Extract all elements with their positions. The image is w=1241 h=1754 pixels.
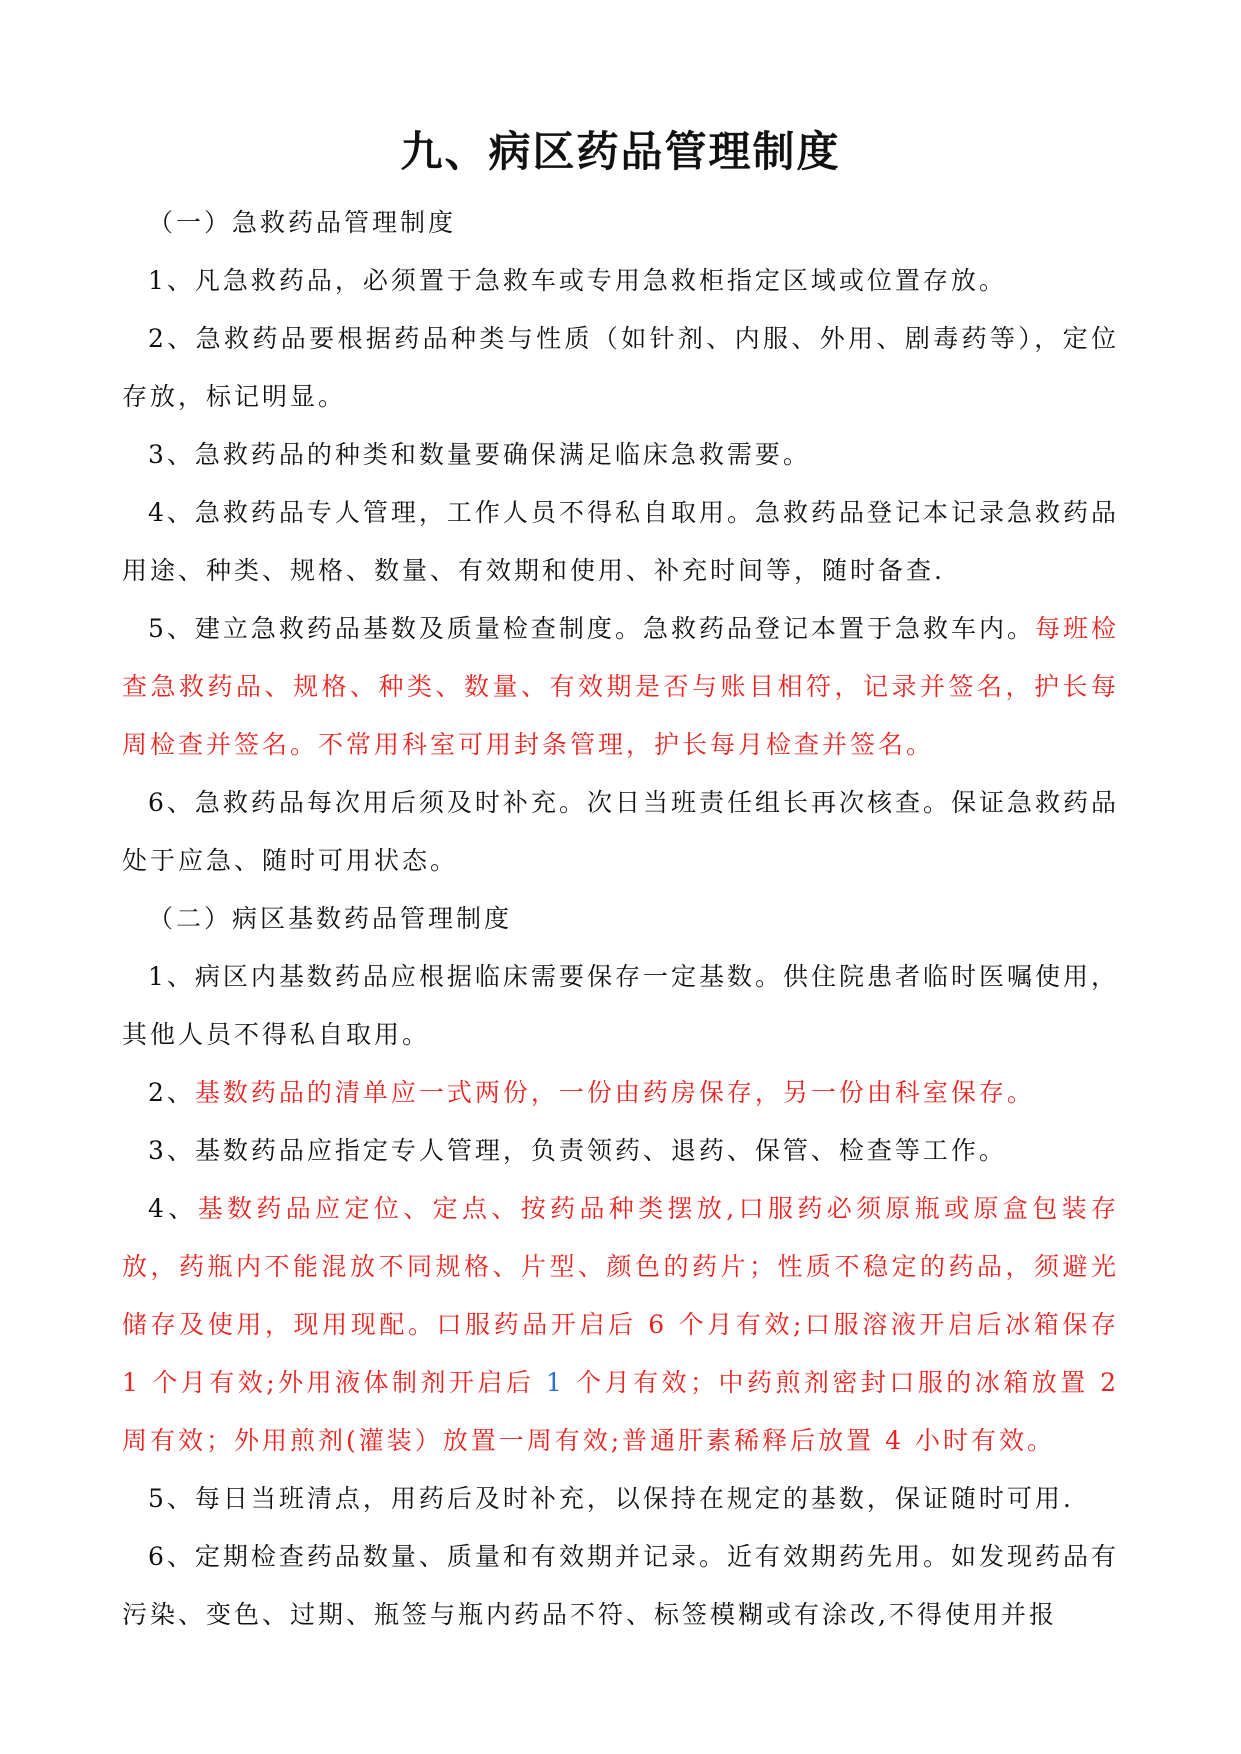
paragraph: 2、急救药品要根据药品种类与性质（如针剂、内服、外用、剧毒药等），定位存放，标记明显。 <box>122 324 1119 411</box>
paragraph-number: 4、 <box>148 1194 198 1223</box>
paragraph: 1、病区内基数药品应根据临床需要保存一定基数。供住院患者临时医嘱使用，其他人员不得私自取用。 <box>122 962 1119 1049</box>
paragraph: 1、凡急救药品，必须置于急救车或专用急救柜指定区域或位置存放。 <box>148 266 1007 295</box>
paragraph-text: 5、建立急救药品基数及质量检查制度。急救药品登记本置于急救车内。 <box>148 614 1035 643</box>
paragraph: 3、基数药品应指定专人管理，负责领药、退药、保管、检查等工作。 <box>148 1136 1007 1165</box>
paragraph-number: 2、 <box>148 1078 195 1107</box>
highlighted-text: 基数药品的清单应一式两份，一份由药房保存，另一份由科室保存。 <box>194 1078 1035 1107</box>
paragraph <box>122 1180 1119 1470</box>
paragraph: 6、急救药品每次用后须及时补充。次日当班责任组长再次核查。保证急救药品处于应急、随时可用状态。 <box>122 788 1119 875</box>
highlighted-text: 个月有效；中药煎剂密封口服的冰箱放置 2 周有效；外用煎剂(灌装）放置一周有效;普通肝素稀释后放置 4 小时有效。 <box>122 1368 1119 1455</box>
section-heading-base-drugs: （二）病区基数药品管理制度 <box>148 904 513 933</box>
paragraph <box>122 600 1119 774</box>
paragraph: 4、急救药品专人管理，工作人员不得私自取用。急救药品登记本记录急救药品用途、种类、规格、数量、有效期和使用、补充时间等，随时备查. <box>122 498 1119 585</box>
paragraph: 5、每日当班清点，用药后及时补充，以保持在规定的基数，保证随时可用. <box>148 1484 1074 1513</box>
paragraph: 3、急救药品的种类和数量要确保满足临床急救需要。 <box>148 440 811 469</box>
highlighted-number: 1 <box>545 1368 565 1397</box>
paragraph: 6、定期检查药品数量、质量和有效期并记录。近有效期药先用。如发现药品有污染、变色、过期、瓶签与瓶内药品不符、标签模糊或有涂改,不得使用并报 <box>122 1542 1119 1629</box>
highlighted-text: 每班检查急救药品、规格、种类、数量、有效期是否与账目相符，记录并签名，护长每周检查并签名。不常用科室可用封条管理，护长每月检查并签名。 <box>122 614 1119 759</box>
section-heading-emergency: （一）急救药品管理制度 <box>148 208 457 237</box>
highlighted-text: 基数药品应定位、定点、按药品种类摆放,口服药必须原瓶或原盒包装存放，药瓶内不能混放不同规格、片型、颜色的药片；性质不稳定的药品，须避光储存及使用，现用现配。口服药品开启后 6 个月有效;口服溶液开启后冰箱保存 1 个月有效;外用液体制剂开启后 <box>122 1194 1120 1397</box>
paragraph <box>122 1064 1119 1122</box>
page-title: 九、病区药品管理制度 <box>400 127 841 176</box>
